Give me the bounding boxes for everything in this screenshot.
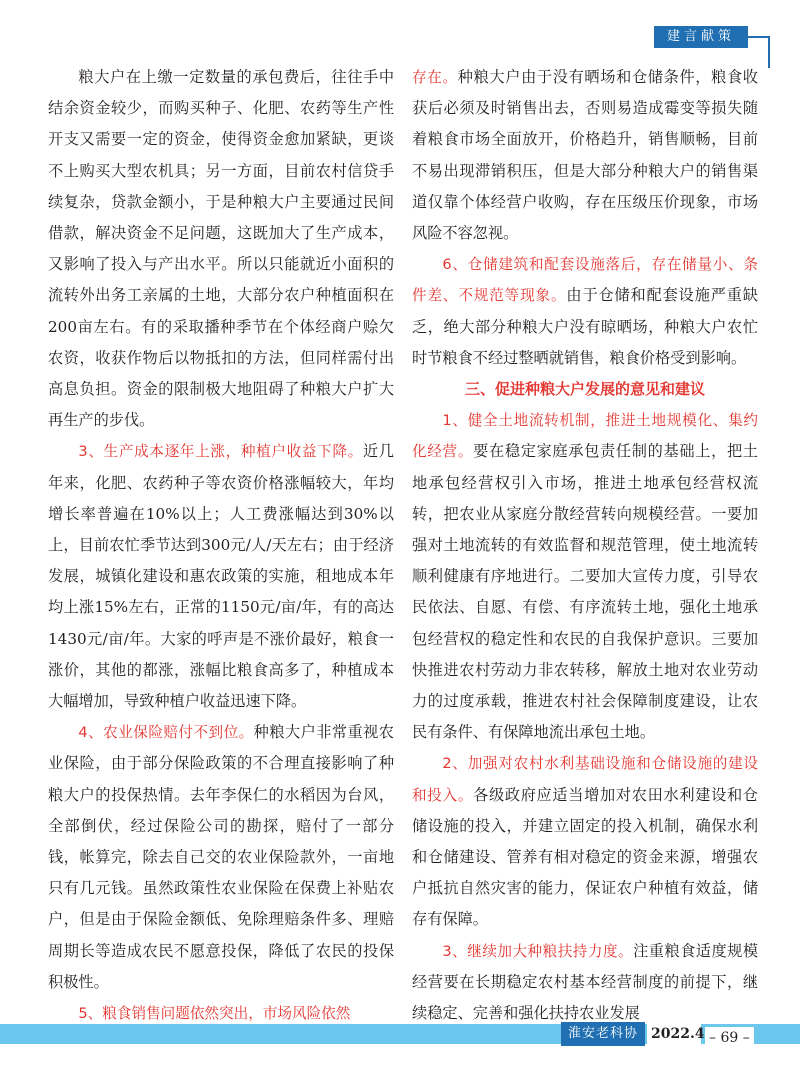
paragraph-text: 种粮大户非常重视农业保险，由于部分保险政策的不合理直接影响了种粮大户的投保热情。去年李保仁的水稻因为台风，全部倒伏，经过保险公司的勘探，赔付了一部分钱，帐算完，除去自己交的农业保险款外，一亩地只有几元钱。虽然政策性农业保险在保费上补贴农户，但是由于保险金额低、免除理赔条件多、理赔周期长等造成农民不愿意投保，降低了农民的投保积极性。 <box>48 723 394 991</box>
point-heading: 6、仓储建筑和配套设施落后，存在储量小、条件差、不规范等现象。 <box>412 256 758 305</box>
paragraph-text: 种粮大户由于没有晒场和仓储条件，粮食收获后必须及时销售出去，否则易造成霉变等损失随着粮食市场全面放开，价格趋升，销售顺畅，目前不易出现滞销积压，但是大部分种粮大户的销售渠道仅靠个体经营户收购，存在压级压价现象，市场风险不容忽视。 <box>412 68 758 243</box>
paragraph-text: 各级政府应适当增加对农田水利建设和仓储设施的投入，并建立固定的投入机制，确保水利和仓储建设、管养有相对稳定的资金来源，增强农户抵抗自然灾害的能力，保证农户种植有效益，储存有保障。 <box>412 785 758 929</box>
tag-rule-vertical <box>768 36 770 68</box>
point-paragraph <box>412 249 758 374</box>
point-heading: 3、继续加大种粮扶持力度。 <box>442 942 634 960</box>
tag-rule <box>748 36 770 38</box>
point-heading: 3、生产成本逐年上涨，种植户收益下降。 <box>78 443 363 461</box>
paragraph <box>48 62 394 436</box>
paragraph-text: 要在稳定家庭承包责任制的基础上，把土地承包经营权引入市场，推进土地承包经营权流转，把农业从家庭分散经营转向规模经营。一要加强对土地流转的有效监督和规范管理，使土地流转顺利健康有序地进行。二要加大宣传力度，引导农民依法、自愿、有偿、有序流转土地，强化土地承包经营权的稳定性和农民的自我保护意识。三要加快推进农村劳动力非农转移，解放土地对农业劳动力的过度承载，推进农村社会保障制度建设，让农民有条件、有保障地流出承包土地。 <box>412 442 758 742</box>
point-paragraph <box>412 748 758 935</box>
point-heading: 存在。 <box>412 69 458 86</box>
issue-number: 2022.4 <box>651 1026 705 1042</box>
paragraph-text: 近几年来，化肥、农药种子等农资价格涨幅较大，年均增长率普遍在10%以上；人工费涨幅达到30%以上，目前农忙季节达到300元/人/天左右；由于经济发展，城镇化建设和惠农政策的实施，租地成本年均上涨15%左右，正常的1150元/亩/年，有的高达1430元/亩/年。大家的呼声是不涨价最好，粮食一涨价，其他的都涨，涨幅比粮食高多了，种植成本大幅增加，导致种植户收益迅速下降。 <box>48 442 394 711</box>
point-paragraph <box>412 936 758 1030</box>
journal-name: 淮安老科协 <box>561 1022 645 1046</box>
point-heading: 1、健全土地流转机制，推进土地规模化、集约化经营。 <box>412 412 758 461</box>
point-heading: 2、加强对农村水利基础设施和仓储设施的建设和投入。 <box>412 755 758 804</box>
point-heading: 4、农业保险赔付不到位。 <box>78 724 254 742</box>
point-paragraph <box>48 717 394 998</box>
page-number: – 69 – <box>705 1027 754 1049</box>
column-tag: 建言献策 <box>654 26 748 48</box>
paragraph-text: 粮大户在上缴一定数量的承包费后，往往手中结余资金较少，而购买种子、化肥、农药等生产性开支又需要一定的资金，使得资金愈加紧缺，更谈不上购买大型农机具；另一方面，目前农村信贷手续复杂，贷款金额小，于是种粮大户主要通过民间借款，解决资金不足问题，这既加大了生产成本，又影响了投入与产出水平。所以只能就近小面积的流转外出务工亲属的土地，大部分农户种植面积在200亩左右。有的采取播种季节在个体经商户赊欠农资，收获作物后以物抵扣的方法，但同样需付出高息负担。资金的限制极大地阻碍了种粮大户扩大再生产的步伐。 <box>48 68 394 430</box>
right-column <box>412 62 758 1029</box>
paragraph-text: 注重粮食适度规模经营要在长期稳定农村基本经营制度的前提下，继续稳定、完善和强化扶持农业发展 <box>412 941 758 1023</box>
left-column <box>48 62 394 1029</box>
point-heading: 5、粮食销售问题依然突出，市场风险依然 <box>78 1005 351 1023</box>
point-paragraph <box>412 405 758 748</box>
point-paragraph <box>412 62 758 249</box>
paragraph-text: 由于仓储和配套设施严重缺乏，绝大部分种粮大户没有晾晒场，种粮大户农忙时节粮食不经过整晒就销售，粮食价格受到影响。 <box>412 286 758 367</box>
section-heading: 三、促进种粮大户发展的意见和建议 <box>464 380 705 399</box>
point-paragraph <box>48 436 394 717</box>
